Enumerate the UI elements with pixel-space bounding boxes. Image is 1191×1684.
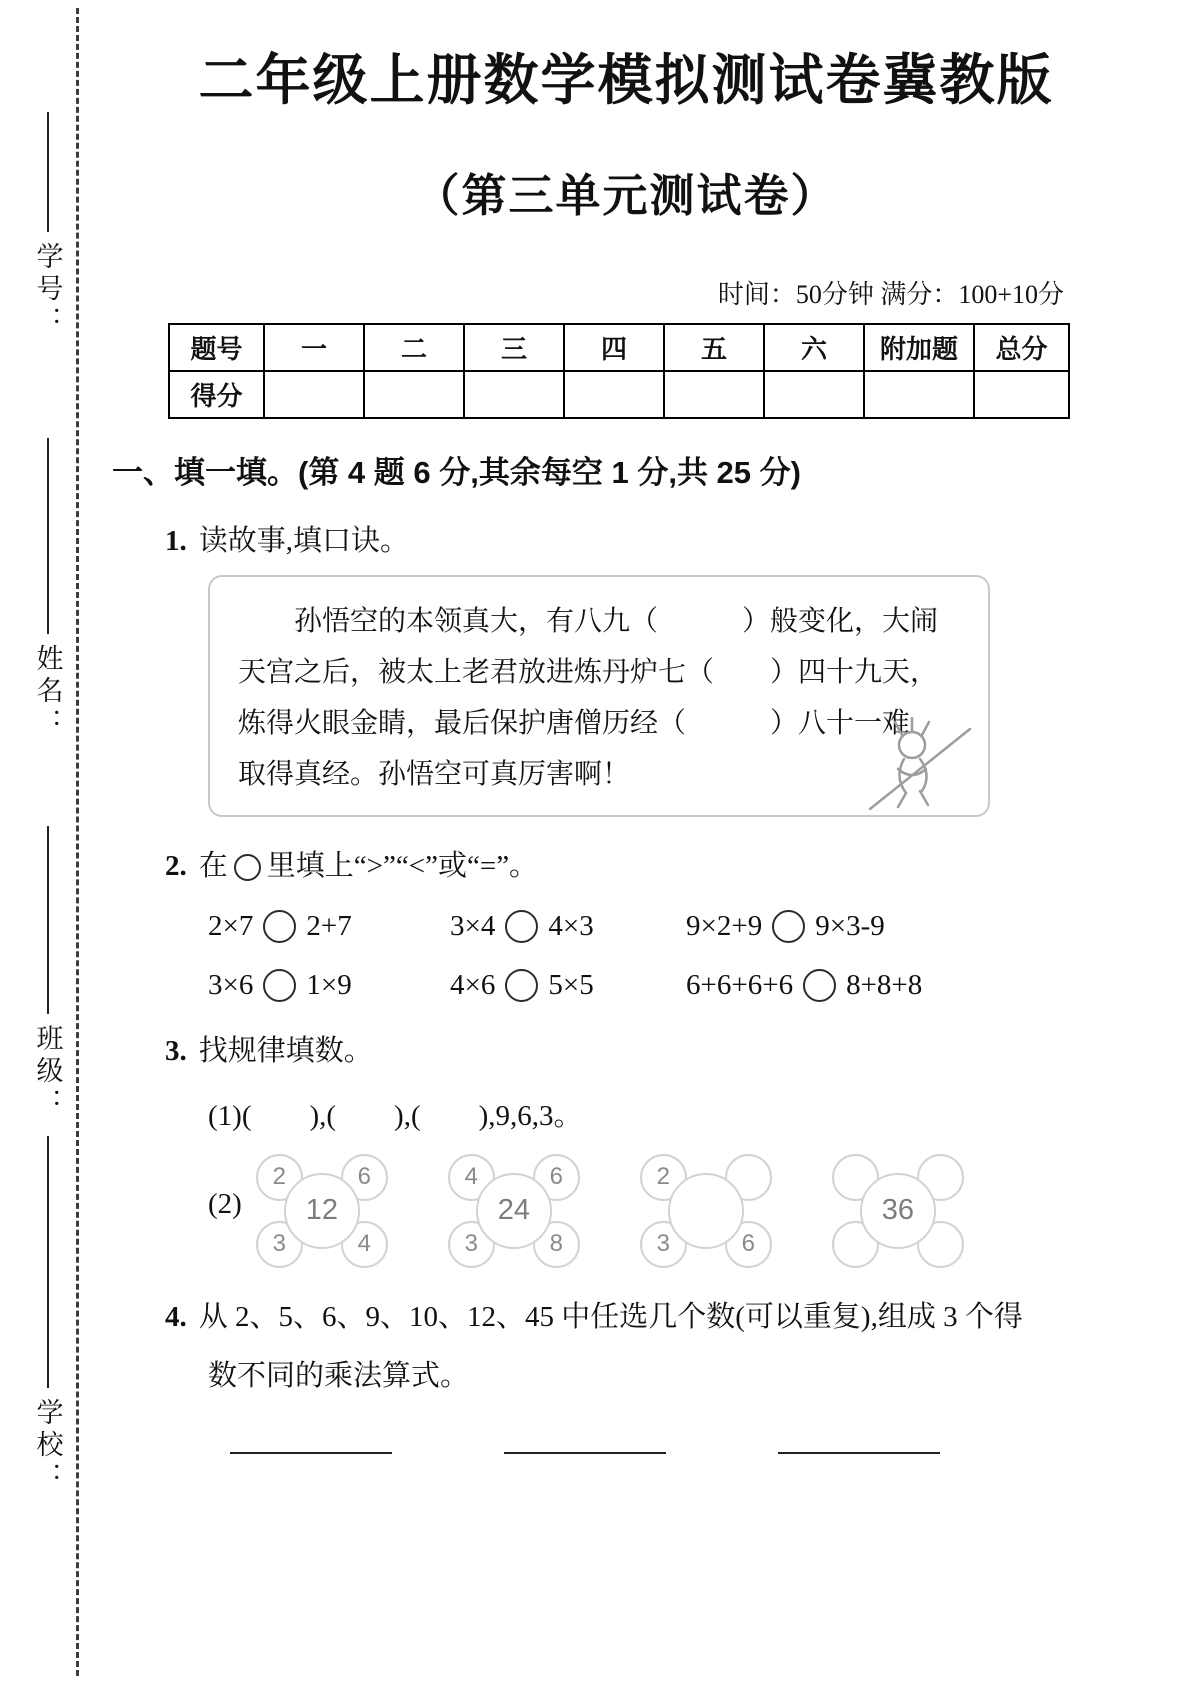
question-3-text: 找规律填数。 [198, 1034, 373, 1067]
score-table-cell: 三 [464, 324, 564, 371]
score-table-empty-cell [364, 371, 464, 418]
question-4-text-line2: 数不同的乘法算式。 [208, 1359, 470, 1392]
expression-right: 2+7 [306, 909, 352, 942]
fill-in-line [47, 1136, 49, 1388]
petal-value: 4 [357, 1230, 371, 1258]
score-table-empty-cell [864, 371, 974, 418]
expression-left: 3×6 [208, 968, 254, 1001]
comparison-item [208, 969, 450, 1002]
expression-right: 8+8+8 [846, 968, 923, 1001]
fill-in-line [47, 826, 49, 1014]
score-table-empty-cell [264, 371, 364, 418]
score-table-score-row [169, 371, 1069, 418]
petal-value: 6 [357, 1163, 371, 1191]
circle-blank-icon [772, 910, 805, 943]
score-table-cell: 附加题 [864, 324, 974, 371]
comparison-item [686, 969, 1142, 1002]
comparison-row [208, 969, 1142, 1002]
center-value: 36 [881, 1194, 914, 1227]
petal-value: 8 [549, 1230, 563, 1258]
question-4-text-line1: 从 2、5、6、9、10、12、45 中任选几个数(可以重复),组成 3 个得 [198, 1300, 1023, 1333]
expression-right: 1×9 [306, 968, 352, 1001]
score-table-cell: 总分 [974, 324, 1069, 371]
flower-center [476, 1173, 552, 1249]
flower-center [284, 1173, 360, 1249]
question-2-text-prefix: 在 [198, 849, 228, 882]
comparison-item [450, 969, 686, 1002]
flower-cluster [256, 1154, 388, 1268]
comparison-row [208, 910, 1142, 943]
student-name-label: 姓名： [32, 644, 63, 740]
answer-blank-line [504, 1452, 666, 1454]
question-2-prompt [165, 843, 1142, 884]
circle-blank-icon [803, 969, 836, 1002]
answer-blank-line [778, 1452, 940, 1454]
circle-blank-icon [505, 969, 538, 1002]
comparison-item [450, 910, 686, 943]
center-value: 12 [305, 1194, 338, 1227]
score-table-cell: 五 [664, 324, 764, 371]
petal-value: 3 [464, 1230, 478, 1258]
petal-value: 6 [549, 1163, 563, 1191]
expression-right: 4×3 [548, 909, 594, 942]
score-table-empty-cell [464, 371, 564, 418]
petal-value: 2 [272, 1163, 286, 1191]
story-line: 天宫之后，被太上老君放进炼丹炉七（ ）四十九天， [238, 656, 939, 688]
comparison-exercises [208, 910, 1142, 1002]
flower-cluster [640, 1154, 772, 1268]
comparison-item [208, 910, 450, 943]
score-table [168, 323, 1070, 419]
question-2-number: 2. [165, 849, 187, 882]
circle-blank-icon [234, 854, 261, 881]
story-box [208, 575, 990, 817]
school-field [26, 1136, 70, 1494]
petal-value: 6 [741, 1230, 755, 1258]
score-table-cell: 二 [364, 324, 464, 371]
class-label: 班级： [32, 1024, 63, 1120]
expression-right: 5×5 [548, 968, 594, 1001]
circle-blank-icon [505, 910, 538, 943]
flower-center [668, 1173, 744, 1249]
circle-blank-icon [263, 969, 296, 1002]
student-number-field [26, 112, 70, 338]
score-table-empty-cell [664, 371, 764, 418]
flower-cluster [832, 1154, 964, 1268]
paper-content [110, 0, 1142, 1454]
petal-value: 3 [656, 1230, 670, 1258]
question-4-prompt [165, 1294, 1142, 1335]
question-3-prompt [165, 1028, 1142, 1069]
score-table-cell: 题号 [169, 324, 264, 371]
question-3-part2 [208, 1154, 1142, 1268]
question-4-number: 4. [165, 1300, 187, 1333]
student-name-field [26, 438, 70, 740]
score-table-cell: 得分 [169, 371, 264, 418]
part2-label: (2) [208, 1187, 242, 1220]
story-line: 炼得火眼金睛，最后保护唐僧历经（ ）八十一难 [238, 707, 911, 739]
expression-left: 9×2+9 [686, 909, 763, 942]
answer-blank-line [230, 1452, 392, 1454]
school-label: 学校： [32, 1398, 63, 1494]
story-line: 取得真经。孙悟空可真厉害啊！ [238, 758, 631, 790]
flower-cluster [448, 1154, 580, 1268]
expression-left: 3×4 [450, 909, 496, 942]
student-number-label: 学号： [32, 242, 63, 338]
monkey-king-illustration [842, 707, 982, 815]
page-subtitle: （第三单元测试卷） [414, 171, 838, 221]
flower-diagrams [256, 1154, 964, 1268]
class-field [26, 826, 70, 1120]
question-2-text-suffix: 里填上“>”“<”或“=”。 [266, 849, 539, 882]
page-title: 二年级上册数学模拟测试卷冀教版 [198, 50, 1054, 111]
expression-left: 4×6 [450, 968, 496, 1001]
flower-center [860, 1173, 936, 1249]
binding-dashed-line [76, 8, 79, 1676]
score-table-header-row [169, 324, 1069, 371]
question-1-text: 读故事,填口诀。 [198, 525, 410, 557]
question-3-number: 3. [165, 1034, 187, 1067]
score-table-cell: 四 [564, 324, 664, 371]
section-one-heading: 一、填一填。(第 4 题 6 分,其余每空 1 分,共 25 分) [112, 455, 801, 490]
petal-value: 4 [464, 1163, 478, 1191]
answer-blanks [230, 1452, 1142, 1454]
question-3-part1: (1)( ),( ),( ),9,6,3。 [208, 1099, 583, 1132]
fill-in-line [47, 112, 49, 232]
question-1-number: 1. [165, 525, 187, 557]
score-table-cell: 一 [264, 324, 364, 371]
center-value: 24 [497, 1194, 530, 1227]
score-table-cell: 六 [764, 324, 864, 371]
story-line: 孙悟空的本领真大，有八九（ ）般变化，大闹 [294, 606, 939, 637]
score-table-empty-cell [764, 371, 864, 418]
expression-left: 2×7 [208, 909, 254, 942]
score-table-empty-cell [564, 371, 664, 418]
expression-left: 6+6+6+6 [686, 968, 794, 1001]
petal-value: 2 [656, 1163, 670, 1191]
comparison-item [686, 910, 1142, 943]
expression-right: 9×3-9 [815, 909, 885, 942]
circle-blank-icon [263, 910, 296, 943]
petal-value: 3 [272, 1230, 286, 1258]
fill-in-line [47, 438, 49, 634]
time-score-meta: 时间：50分钟 满分：100+10分 [717, 280, 1064, 309]
question-1-prompt [165, 518, 1142, 559]
score-table-empty-cell [974, 371, 1069, 418]
